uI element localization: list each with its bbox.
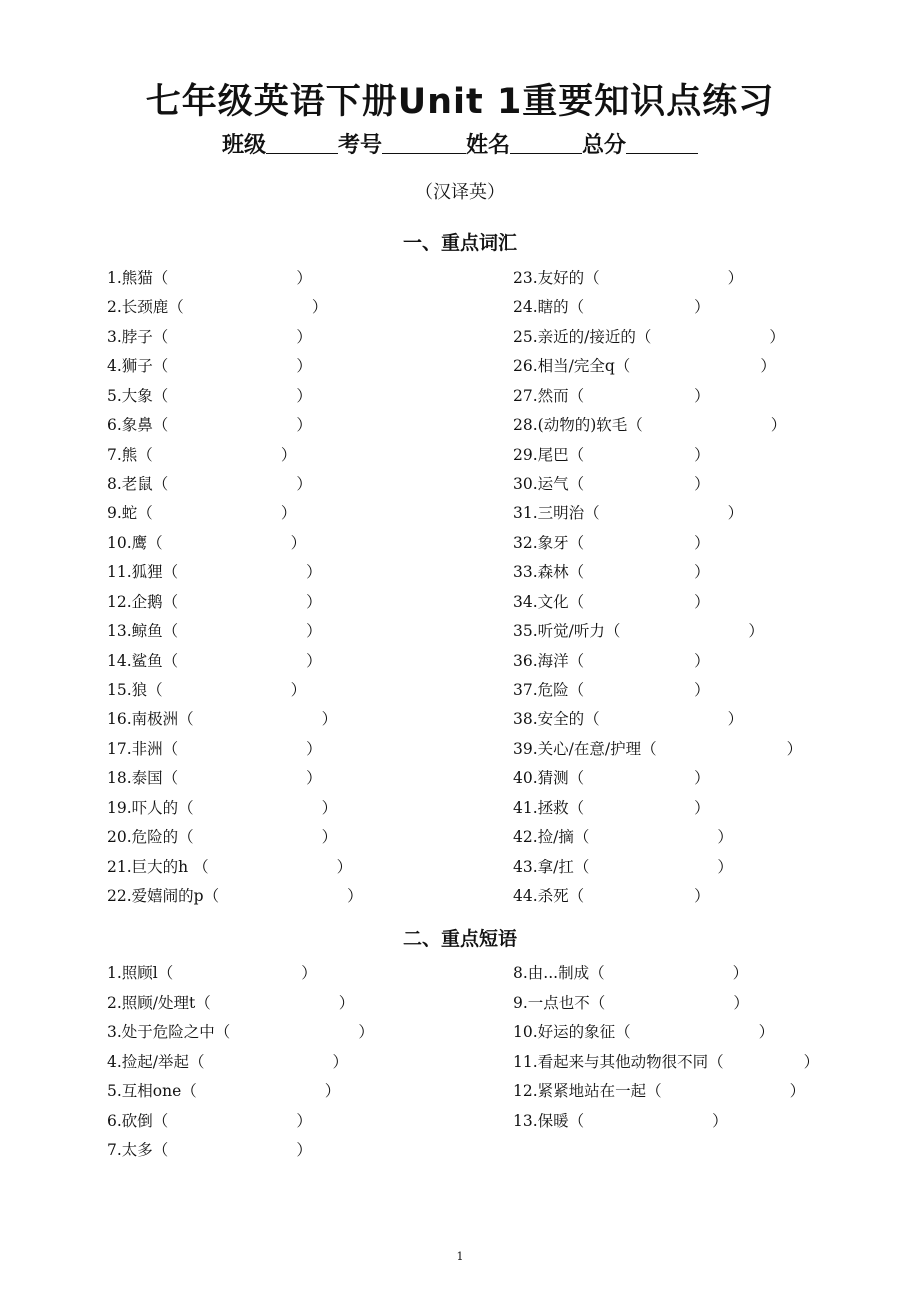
item-prompt: 9.一点也不 xyxy=(513,993,590,1012)
item-prompt: 3.脖子 xyxy=(107,327,153,346)
item-prompt: 21.巨大的h xyxy=(107,857,194,876)
close-paren: ） xyxy=(748,622,764,641)
close-paren: ） xyxy=(332,1052,349,1071)
open-paren: （ xyxy=(137,445,153,464)
close-paren: ） xyxy=(296,357,312,376)
page-title: 七年级英语下册Unit 1重要知识点练习 xyxy=(145,82,775,122)
item-prompt: 5.互相one xyxy=(107,1082,182,1100)
item-prompt: 2.长颈鹿 xyxy=(107,298,169,317)
open-paren: （ xyxy=(157,964,174,982)
exercise-item xyxy=(513,415,786,435)
open-paren: （ xyxy=(568,769,585,788)
item-prompt: 11.狐狸 xyxy=(107,563,163,582)
exercise-item xyxy=(107,356,312,376)
exercise-item xyxy=(107,886,363,906)
open-paren: （ xyxy=(137,504,153,523)
exercise-item xyxy=(107,1140,312,1160)
exercise-item xyxy=(513,1022,774,1042)
open-paren: （ xyxy=(178,828,194,847)
close-paren: ） xyxy=(306,622,322,641)
close-paren: ） xyxy=(296,1141,312,1159)
exercise-item xyxy=(107,857,352,877)
exercise-item xyxy=(107,503,296,523)
exercise-item xyxy=(107,709,337,729)
item-prompt: 38.安全的 xyxy=(513,710,585,729)
close-paren: ） xyxy=(694,298,710,317)
open-paren: （ xyxy=(152,416,169,435)
exercise-item xyxy=(107,651,322,671)
close-paren: ） xyxy=(727,710,744,729)
open-paren: （ xyxy=(152,327,169,346)
exercise-item xyxy=(107,1022,374,1042)
score-label: 总分 xyxy=(582,133,627,158)
student-info-line xyxy=(0,128,920,159)
item-prompt: 31.三明治 xyxy=(513,504,585,523)
close-paren: ） xyxy=(733,993,749,1012)
close-paren: ） xyxy=(694,445,710,464)
close-paren: ） xyxy=(324,1082,341,1100)
item-prompt: 17.非洲 xyxy=(107,739,163,758)
open-paren: （ xyxy=(604,622,621,641)
page-number: 1 xyxy=(456,1250,464,1263)
item-prompt: 40.猜测 xyxy=(513,769,569,788)
item-prompt: 29.尾巴 xyxy=(513,445,569,464)
item-prompt: 25.亲近的/接近的 xyxy=(513,327,636,346)
close-paren: ） xyxy=(301,964,317,982)
close-paren: ） xyxy=(694,798,710,817)
item-prompt: 13.鲸鱼 xyxy=(107,622,163,641)
item-prompt: 13.保暖 xyxy=(513,1111,569,1130)
close-paren: ） xyxy=(290,681,307,700)
item-prompt: 23.友好的 xyxy=(513,269,585,287)
exercise-item xyxy=(513,739,802,759)
exercise-item xyxy=(107,827,337,847)
close-paren: ） xyxy=(290,533,307,552)
close-paren: ） xyxy=(306,651,322,670)
close-paren: ） xyxy=(296,475,312,493)
open-paren: （ xyxy=(162,769,179,788)
item-prompt: 34.文化 xyxy=(513,592,569,611)
open-paren: （ xyxy=(168,298,184,317)
open-paren: （ xyxy=(568,651,585,670)
close-paren: ） xyxy=(694,386,710,405)
close-paren: ） xyxy=(296,327,312,346)
exercise-item xyxy=(513,886,710,906)
close-paren: ） xyxy=(694,769,710,788)
exercise-item xyxy=(107,533,306,553)
close-paren: ） xyxy=(717,857,733,876)
close-paren: ） xyxy=(786,739,803,758)
exercise-item xyxy=(513,621,764,641)
close-paren: ） xyxy=(306,563,322,582)
exercise-item xyxy=(513,533,710,553)
translation-mode: （汉译英） xyxy=(415,182,505,203)
close-paren: ） xyxy=(280,504,297,523)
open-paren: （ xyxy=(568,533,585,552)
open-paren: （ xyxy=(568,386,585,405)
open-paren: （ xyxy=(178,798,194,817)
item-prompt: 37.危险 xyxy=(513,681,569,700)
exercise-item xyxy=(107,621,322,641)
exercise-item xyxy=(107,739,322,759)
open-paren: （ xyxy=(708,1052,724,1071)
exercise-item xyxy=(107,1052,348,1072)
exercise-item xyxy=(513,327,785,347)
item-prompt: 15.狼 xyxy=(107,681,148,700)
open-paren: （ xyxy=(568,563,585,582)
item-prompt: 6.象鼻 xyxy=(107,416,153,435)
item-prompt: 39.关心/在意/护理 xyxy=(513,739,642,758)
exercise-item xyxy=(513,474,710,494)
open-paren: （ xyxy=(614,357,631,376)
open-paren: （ xyxy=(181,1082,197,1100)
exercise-item xyxy=(513,680,710,700)
exercise-item xyxy=(513,798,710,818)
item-prompt: 5.大象 xyxy=(107,386,153,405)
open-paren: （ xyxy=(152,1141,169,1159)
open-paren: （ xyxy=(589,964,605,982)
open-paren: （ xyxy=(627,416,643,435)
exercise-item xyxy=(107,592,322,612)
exercise-item xyxy=(513,356,776,376)
open-paren: （ xyxy=(147,533,163,552)
close-paren: ） xyxy=(694,887,710,906)
item-prompt: 10.好运的象征 xyxy=(513,1023,616,1041)
exercise-item xyxy=(513,827,733,847)
open-paren: （ xyxy=(162,592,179,611)
close-paren: ） xyxy=(694,592,710,611)
close-paren: ） xyxy=(306,592,322,611)
item-prompt: 6.砍倒 xyxy=(107,1111,153,1130)
open-paren: （ xyxy=(162,563,179,582)
exercise-item xyxy=(513,709,743,729)
item-prompt: 30.运气 xyxy=(513,475,569,493)
close-paren: ） xyxy=(296,269,312,287)
exercise-item xyxy=(513,562,710,582)
exercise-item xyxy=(107,680,306,700)
item-prompt: 1.照顾l xyxy=(107,964,158,982)
open-paren: （ xyxy=(635,327,652,346)
open-paren: （ xyxy=(152,1111,169,1130)
item-prompt: 24.瞎的 xyxy=(513,298,569,317)
section-vocabulary-heading: 一、重点词汇 xyxy=(402,232,517,254)
item-prompt: 1.熊猫 xyxy=(107,269,153,287)
exercise-item xyxy=(513,1111,728,1131)
close-paren: ） xyxy=(717,828,733,847)
item-prompt: 14.鲨鱼 xyxy=(107,651,163,670)
open-paren: （ xyxy=(568,798,585,817)
item-prompt: 4.狮子 xyxy=(107,357,153,376)
open-paren: （ xyxy=(568,298,585,317)
open-paren: （ xyxy=(584,710,600,729)
close-paren: ） xyxy=(321,828,338,847)
item-prompt: 28.(动物的)软毛 xyxy=(513,416,628,435)
name-blank[interactable] xyxy=(510,133,582,154)
close-paren: ） xyxy=(336,857,353,876)
exercise-item xyxy=(513,503,743,523)
item-prompt: 36.海洋 xyxy=(513,651,569,670)
close-paren: ） xyxy=(321,798,338,817)
open-paren: （ xyxy=(573,857,590,876)
item-prompt: 7.太多 xyxy=(107,1141,153,1159)
item-prompt: 22.爱嬉闹的p xyxy=(107,887,204,906)
item-prompt: 3.处于危险之中 xyxy=(107,1023,215,1041)
open-paren: （ xyxy=(584,269,600,287)
score-blank[interactable] xyxy=(626,133,698,154)
close-paren: ） xyxy=(803,1052,820,1071)
exercise-item xyxy=(513,768,710,788)
exercise-item xyxy=(513,445,710,465)
item-prompt: 8.老鼠 xyxy=(107,475,153,493)
open-paren: （ xyxy=(646,1082,662,1100)
class-blank[interactable] xyxy=(266,133,338,154)
exercise-item xyxy=(107,963,317,983)
exercise-item xyxy=(107,1081,340,1101)
close-paren: ） xyxy=(296,1111,312,1130)
open-paren: （ xyxy=(162,651,179,670)
open-paren: （ xyxy=(189,1052,205,1071)
open-paren: （ xyxy=(152,269,169,287)
exercise-item xyxy=(107,297,327,317)
item-prompt: 41.拯救 xyxy=(513,798,569,817)
close-paren: ） xyxy=(347,887,363,906)
exercise-item xyxy=(513,592,710,612)
open-paren: （ xyxy=(615,1023,631,1041)
open-paren: （ xyxy=(568,681,585,700)
item-prompt: 26.相当/完全q xyxy=(513,357,615,376)
exercise-item xyxy=(513,1081,805,1101)
close-paren: ） xyxy=(769,327,785,346)
close-paren: ） xyxy=(732,964,749,982)
open-paren: （ xyxy=(568,887,585,906)
open-paren: （ xyxy=(147,681,163,700)
open-paren: （ xyxy=(568,475,585,493)
exercise-item xyxy=(107,327,312,347)
exercise-item xyxy=(107,445,296,465)
close-paren: ） xyxy=(358,1023,374,1041)
open-paren: （ xyxy=(152,357,169,376)
exercise-item xyxy=(513,963,748,983)
open-paren: （ xyxy=(584,504,600,523)
exercise-item xyxy=(107,768,322,788)
close-paren: ） xyxy=(694,533,710,552)
open-paren: （ xyxy=(568,445,585,464)
item-prompt: 27.然而 xyxy=(513,386,569,405)
item-prompt: 4.捡起/举起 xyxy=(107,1052,190,1071)
open-paren: （ xyxy=(568,1111,585,1130)
name-label: 姓名 xyxy=(466,133,511,158)
open-paren: （ xyxy=(589,993,606,1012)
class-label: 班级 xyxy=(221,133,266,158)
open-paren: （ xyxy=(193,857,209,876)
close-paren: ） xyxy=(296,416,312,435)
open-paren: （ xyxy=(568,592,585,611)
open-paren: （ xyxy=(641,739,657,758)
close-paren: ） xyxy=(306,739,322,758)
exercise-item xyxy=(513,993,749,1013)
close-paren: ） xyxy=(338,993,355,1012)
exercise-item xyxy=(513,857,733,877)
close-paren: ） xyxy=(306,769,322,788)
exercise-item xyxy=(107,386,312,406)
item-prompt: 11.看起来与其他动物很不同 xyxy=(513,1052,709,1071)
open-paren: （ xyxy=(152,386,169,405)
open-paren: （ xyxy=(214,1023,231,1041)
close-paren: ） xyxy=(770,416,787,435)
exercise-item xyxy=(107,415,312,435)
number-blank[interactable] xyxy=(382,133,466,154)
item-prompt: 12.企鹅 xyxy=(107,592,163,611)
item-prompt: 20.危险的 xyxy=(107,828,179,847)
close-paren: ） xyxy=(727,504,744,523)
item-prompt: 8.由...制成 xyxy=(513,964,590,982)
close-paren: ） xyxy=(789,1082,806,1100)
close-paren: ） xyxy=(760,357,776,376)
close-paren: ） xyxy=(280,445,297,464)
close-paren: ） xyxy=(694,651,710,670)
close-paren: ） xyxy=(321,710,338,729)
close-paren: ） xyxy=(694,475,710,493)
close-paren: ） xyxy=(296,386,312,405)
item-prompt: 16.南极洲 xyxy=(107,710,179,729)
exercise-item xyxy=(513,268,743,288)
close-paren: ） xyxy=(712,1111,728,1130)
open-paren: （ xyxy=(178,710,194,729)
close-paren: ） xyxy=(758,1023,775,1041)
exercise-item xyxy=(107,798,337,818)
close-paren: ） xyxy=(727,269,744,287)
exercise-item xyxy=(107,1111,312,1131)
item-prompt: 44.杀死 xyxy=(513,887,569,906)
open-paren: （ xyxy=(162,739,179,758)
item-prompt: 9.蛇 xyxy=(107,504,138,523)
open-paren: （ xyxy=(152,475,169,493)
open-paren: （ xyxy=(195,993,211,1012)
close-paren: ） xyxy=(694,681,710,700)
item-prompt: 12.紧紧地站在一起 xyxy=(513,1082,647,1100)
exercise-item xyxy=(107,993,354,1013)
number-label: 考号 xyxy=(337,133,382,158)
close-paren: ） xyxy=(311,298,328,317)
item-prompt: 35.听觉/听力 xyxy=(513,622,605,641)
item-prompt: 33.森林 xyxy=(513,563,569,582)
exercise-item xyxy=(513,1052,819,1072)
exercise-item xyxy=(107,562,322,582)
item-prompt: 7.熊 xyxy=(107,445,138,464)
exercise-item xyxy=(513,386,710,406)
exercise-item xyxy=(107,474,312,494)
section-phrases-heading: 二、重点短语 xyxy=(402,928,517,950)
open-paren: （ xyxy=(573,828,590,847)
item-prompt: 43.拿/扛 xyxy=(513,857,574,876)
exercise-item xyxy=(513,297,710,317)
item-prompt: 19.吓人的 xyxy=(107,798,179,817)
exercise-item xyxy=(513,651,710,671)
item-prompt: 42.捡/摘 xyxy=(513,828,574,847)
open-paren: （ xyxy=(162,622,179,641)
exercise-item xyxy=(107,268,312,288)
open-paren: （ xyxy=(203,887,220,906)
item-prompt: 2.照顾/处理t xyxy=(107,993,196,1012)
item-prompt: 32.象牙 xyxy=(513,533,569,552)
item-prompt: 10.鹰 xyxy=(107,533,148,552)
item-prompt: 18.泰国 xyxy=(107,769,163,788)
close-paren: ） xyxy=(694,563,710,582)
